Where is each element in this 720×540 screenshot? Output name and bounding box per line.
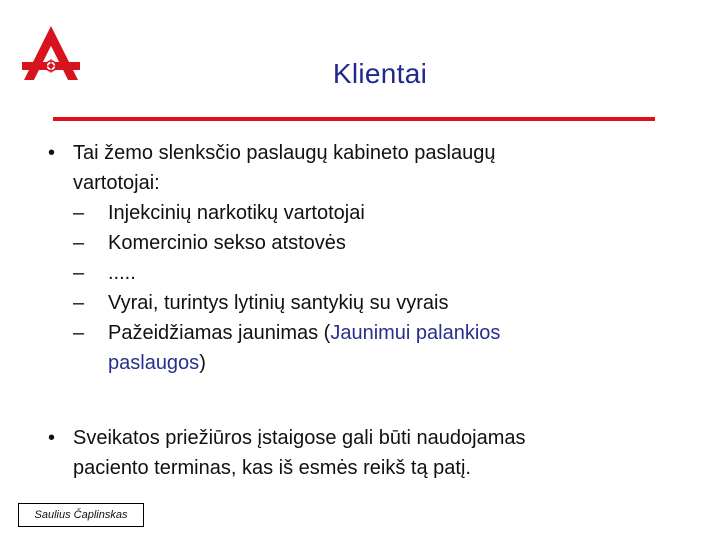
dash-marker: –: [73, 202, 85, 224]
bullet-dot: •: [48, 142, 56, 164]
sub-item-text: Injekcinių narkotikų vartotojai: [108, 202, 365, 224]
sub-item-vulnerable-youth: [73, 318, 688, 378]
sub-item-text: Komercinio sekso atstovės: [108, 232, 346, 254]
bullet-1-line-1: Tai žemo slenksčio paslaugų kabineto paslaugų: [73, 142, 496, 164]
sub-list: [73, 198, 688, 378]
dash-marker: –: [73, 322, 85, 344]
dash-marker: –: [73, 292, 85, 314]
sub-item-sex-workers: [73, 228, 688, 258]
youth-friendly-services-link-cont[interactable]: paslaugos: [108, 352, 200, 374]
author-footer: Saulius Čaplinskas: [18, 503, 144, 527]
youth-friendly-services-link[interactable]: Jaunimui palankios: [330, 322, 501, 344]
sub-item-injecting-drug-users: [73, 198, 688, 228]
sub-item-suffix: ): [199, 352, 206, 374]
bullet-item-2: [48, 423, 688, 483]
sub-item-text: .....: [108, 262, 136, 284]
dash-marker: –: [73, 262, 85, 284]
bullet-2-line-2: paciento terminas, kas iš esmės reikš tą patį.: [73, 457, 471, 479]
bullet-item-1: [48, 138, 688, 378]
dash-marker: –: [73, 232, 85, 254]
sub-item-text: Vyrai, turintys lytinių santykių su vyrais: [108, 292, 449, 314]
logo-emblem-icon: [20, 22, 82, 84]
slide-content: [48, 138, 688, 483]
title-divider: [53, 117, 655, 121]
slide-title: Klientai: [332, 58, 428, 89]
sub-item-prefix: Pažeidžiamas jaunimas (: [108, 322, 331, 344]
bullet-dot: •: [48, 427, 56, 449]
sub-item-ellipsis: [73, 258, 688, 288]
bullet-2-line-1: Sveikatos priežiūros įstaigose gali būti naudojamas: [73, 427, 526, 449]
bullet-1-line-2: vartotojai:: [73, 172, 160, 194]
sub-item-msm: [73, 288, 688, 318]
